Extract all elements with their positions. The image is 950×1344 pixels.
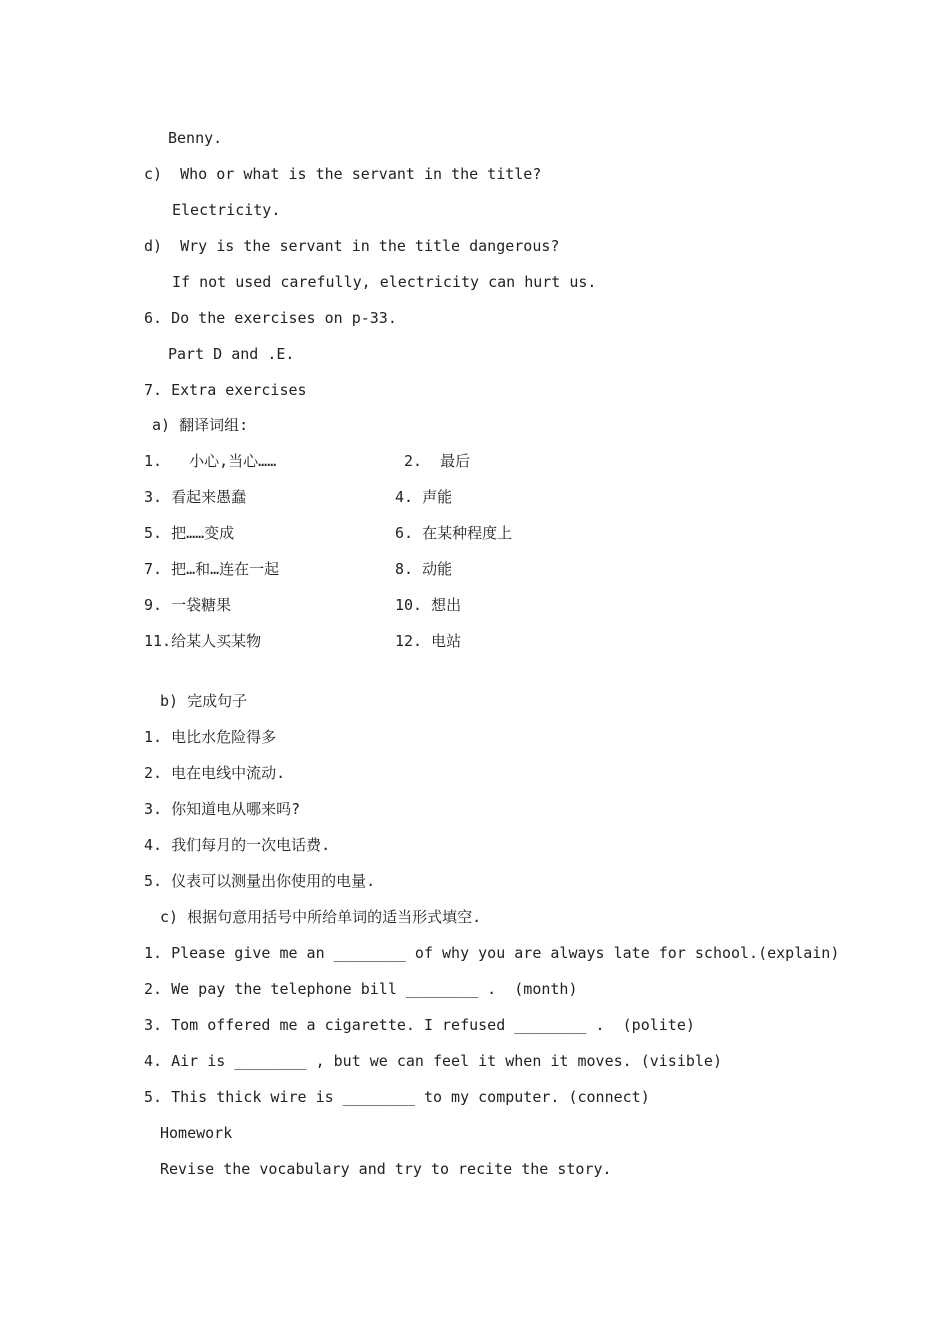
sentence-item: 1. 电比水危险得多 (144, 728, 277, 746)
phrase-item: 3. 看起来愚蠢 (144, 488, 247, 506)
sentence-item: 2. 电在电线中流动. (144, 764, 286, 782)
fill-blank-item: 5. This thick wire is ________ to my computer. (connect) (144, 1088, 650, 1106)
sentence-item: 5. 仪表可以测量出你使用的电量. (144, 872, 376, 890)
phrase-item: 10. 想出 (395, 596, 462, 614)
phrase-item: 7. 把…和…连在一起 (144, 560, 280, 578)
question-text: d) Wry is the servant in the title dangerous? (144, 237, 560, 255)
sentence-item: 3. 你知道电从哪来吗? (144, 800, 301, 818)
section-heading: 6. Do the exercises on p-33. (144, 309, 397, 327)
phrase-item: 9. 一袋糖果 (144, 596, 232, 614)
fill-blank-item: 1. Please give me an ________ of why you are always late for school.(explain) (144, 944, 840, 962)
subsection-heading: b) 完成句子 (160, 692, 248, 710)
fill-blank-item: 2. We pay the telephone bill ________ . (month) (144, 980, 578, 998)
section-heading: 7. Extra exercises (144, 381, 307, 399)
phrase-item: 8. 动能 (395, 560, 453, 578)
phrase-item: 11.给某人买某物 (144, 632, 262, 650)
homework-heading: Homework (160, 1124, 233, 1142)
phrase-item: 4. 声能 (395, 488, 453, 506)
homework-text: Revise the vocabulary and try to recite the story. (160, 1160, 612, 1178)
subsection-heading: a) 翻译词组: (152, 416, 249, 434)
phrase-item: 1. 小心,当心…… (144, 452, 277, 470)
question-text: c) Who or what is the servant in the title? (144, 165, 542, 183)
phrase-item: 6. 在某种程度上 (395, 524, 513, 542)
answer-text: Electricity. (172, 201, 281, 219)
fill-blank-item: 3. Tom offered me a cigarette. I refused ________ . (polite) (144, 1016, 695, 1034)
phrase-item: 12. 电站 (395, 632, 462, 650)
subsection-heading: c) 根据句意用括号中所给单词的适当形式填空. (160, 908, 482, 926)
answer-text: Part D and .E. (168, 345, 295, 363)
answer-text: Benny. (168, 129, 223, 147)
phrase-item: 2. 最后 (404, 452, 471, 470)
phrase-item: 5. 把……变成 (144, 524, 235, 542)
fill-blank-item: 4. Air is ________ , but we can feel it when it moves. (visible) (144, 1052, 722, 1070)
sentence-item: 4. 我们每月的一次电话费. (144, 836, 331, 854)
answer-text: If not used carefully, electricity can hurt us. (172, 273, 597, 291)
